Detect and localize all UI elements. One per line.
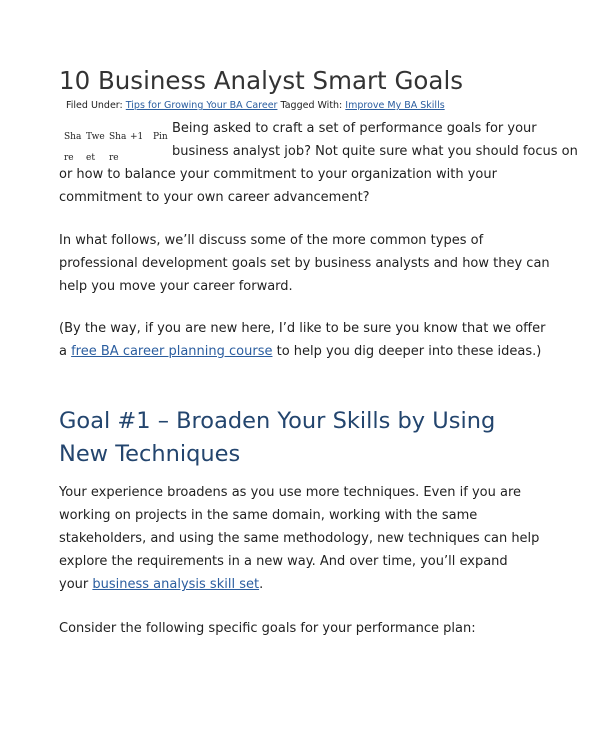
skill-set-link[interactable]: business analysis skill set [92,577,260,592]
tweet-button-cont[interactable]: et [86,153,95,163]
course-suffix: to help you dig deeper into these ideas.) [272,344,542,359]
tagged-with-label: Tagged With: [280,100,343,111]
course-line [59,340,559,363]
intro-line: commitment to your own career advancement? [59,190,370,205]
intro-line: business analyst job? Not quite sure what you should focus on [172,144,578,159]
goal-body-line [59,573,559,596]
page-title: 10 Business Analyst Smart Goals [59,66,464,95]
category-link[interactable]: Tips for Growing Your BA Career [125,100,278,111]
intro-line: or how to balance your commitment to your organization with your [59,167,497,182]
course-prefix: a [59,344,72,359]
post-meta [66,100,445,112]
overview-line: In what follows, we’ll discuss some of the more common types of [59,233,484,248]
goal-body-line: Your experience broadens as you use more techniques. Even if you are [59,485,522,500]
tag-link[interactable]: Improve My BA Skills [345,100,445,111]
skill-prefix: your [59,577,93,592]
goal-body-line: working on projects in the same domain, working with the same [59,508,478,523]
goal-1-body [59,481,559,596]
overview-paragraph [59,229,559,298]
intro-line: Being asked to craft a set of performance goals for your [172,121,537,136]
goal-body-line: explore the requirements in a new way. And over time, you’ll expand [59,554,508,569]
goal-heading-line: New Techniques [59,441,241,467]
share-button-1[interactable]: Sha [64,132,82,142]
consider-line: Consider the following specific goals for your performance plan: [59,621,476,636]
goal-1-heading [59,405,495,471]
course-line: (By the way, if you are new here, I’d like to be sure you know that we offer [59,321,546,336]
overview-line: professional development goals set by business analysts and how they can [59,256,550,271]
intro-paragraph [59,117,578,209]
share-button-2[interactable]: Sha [109,132,127,142]
overview-line: help you move your career forward. [59,279,293,294]
goal-body-line: stakeholders, and using the same methodology, new techniques can help [59,531,540,546]
goal-heading-line: Goal #1 – Broaden Your Skills by Using [59,408,496,434]
tweet-button[interactable]: Twe [86,132,105,142]
share-button-2-cont[interactable]: re [109,153,119,163]
share-button-1-cont[interactable]: re [64,153,74,163]
skill-suffix: . [259,577,264,592]
plus-one-button[interactable]: +1 [130,132,144,142]
career-course-link[interactable]: free BA career planning course [71,344,273,359]
filed-under-label: Filed Under: [66,100,123,111]
pin-button[interactable]: Pin [153,132,168,142]
course-paragraph [59,317,559,363]
consider-paragraph [59,617,559,640]
